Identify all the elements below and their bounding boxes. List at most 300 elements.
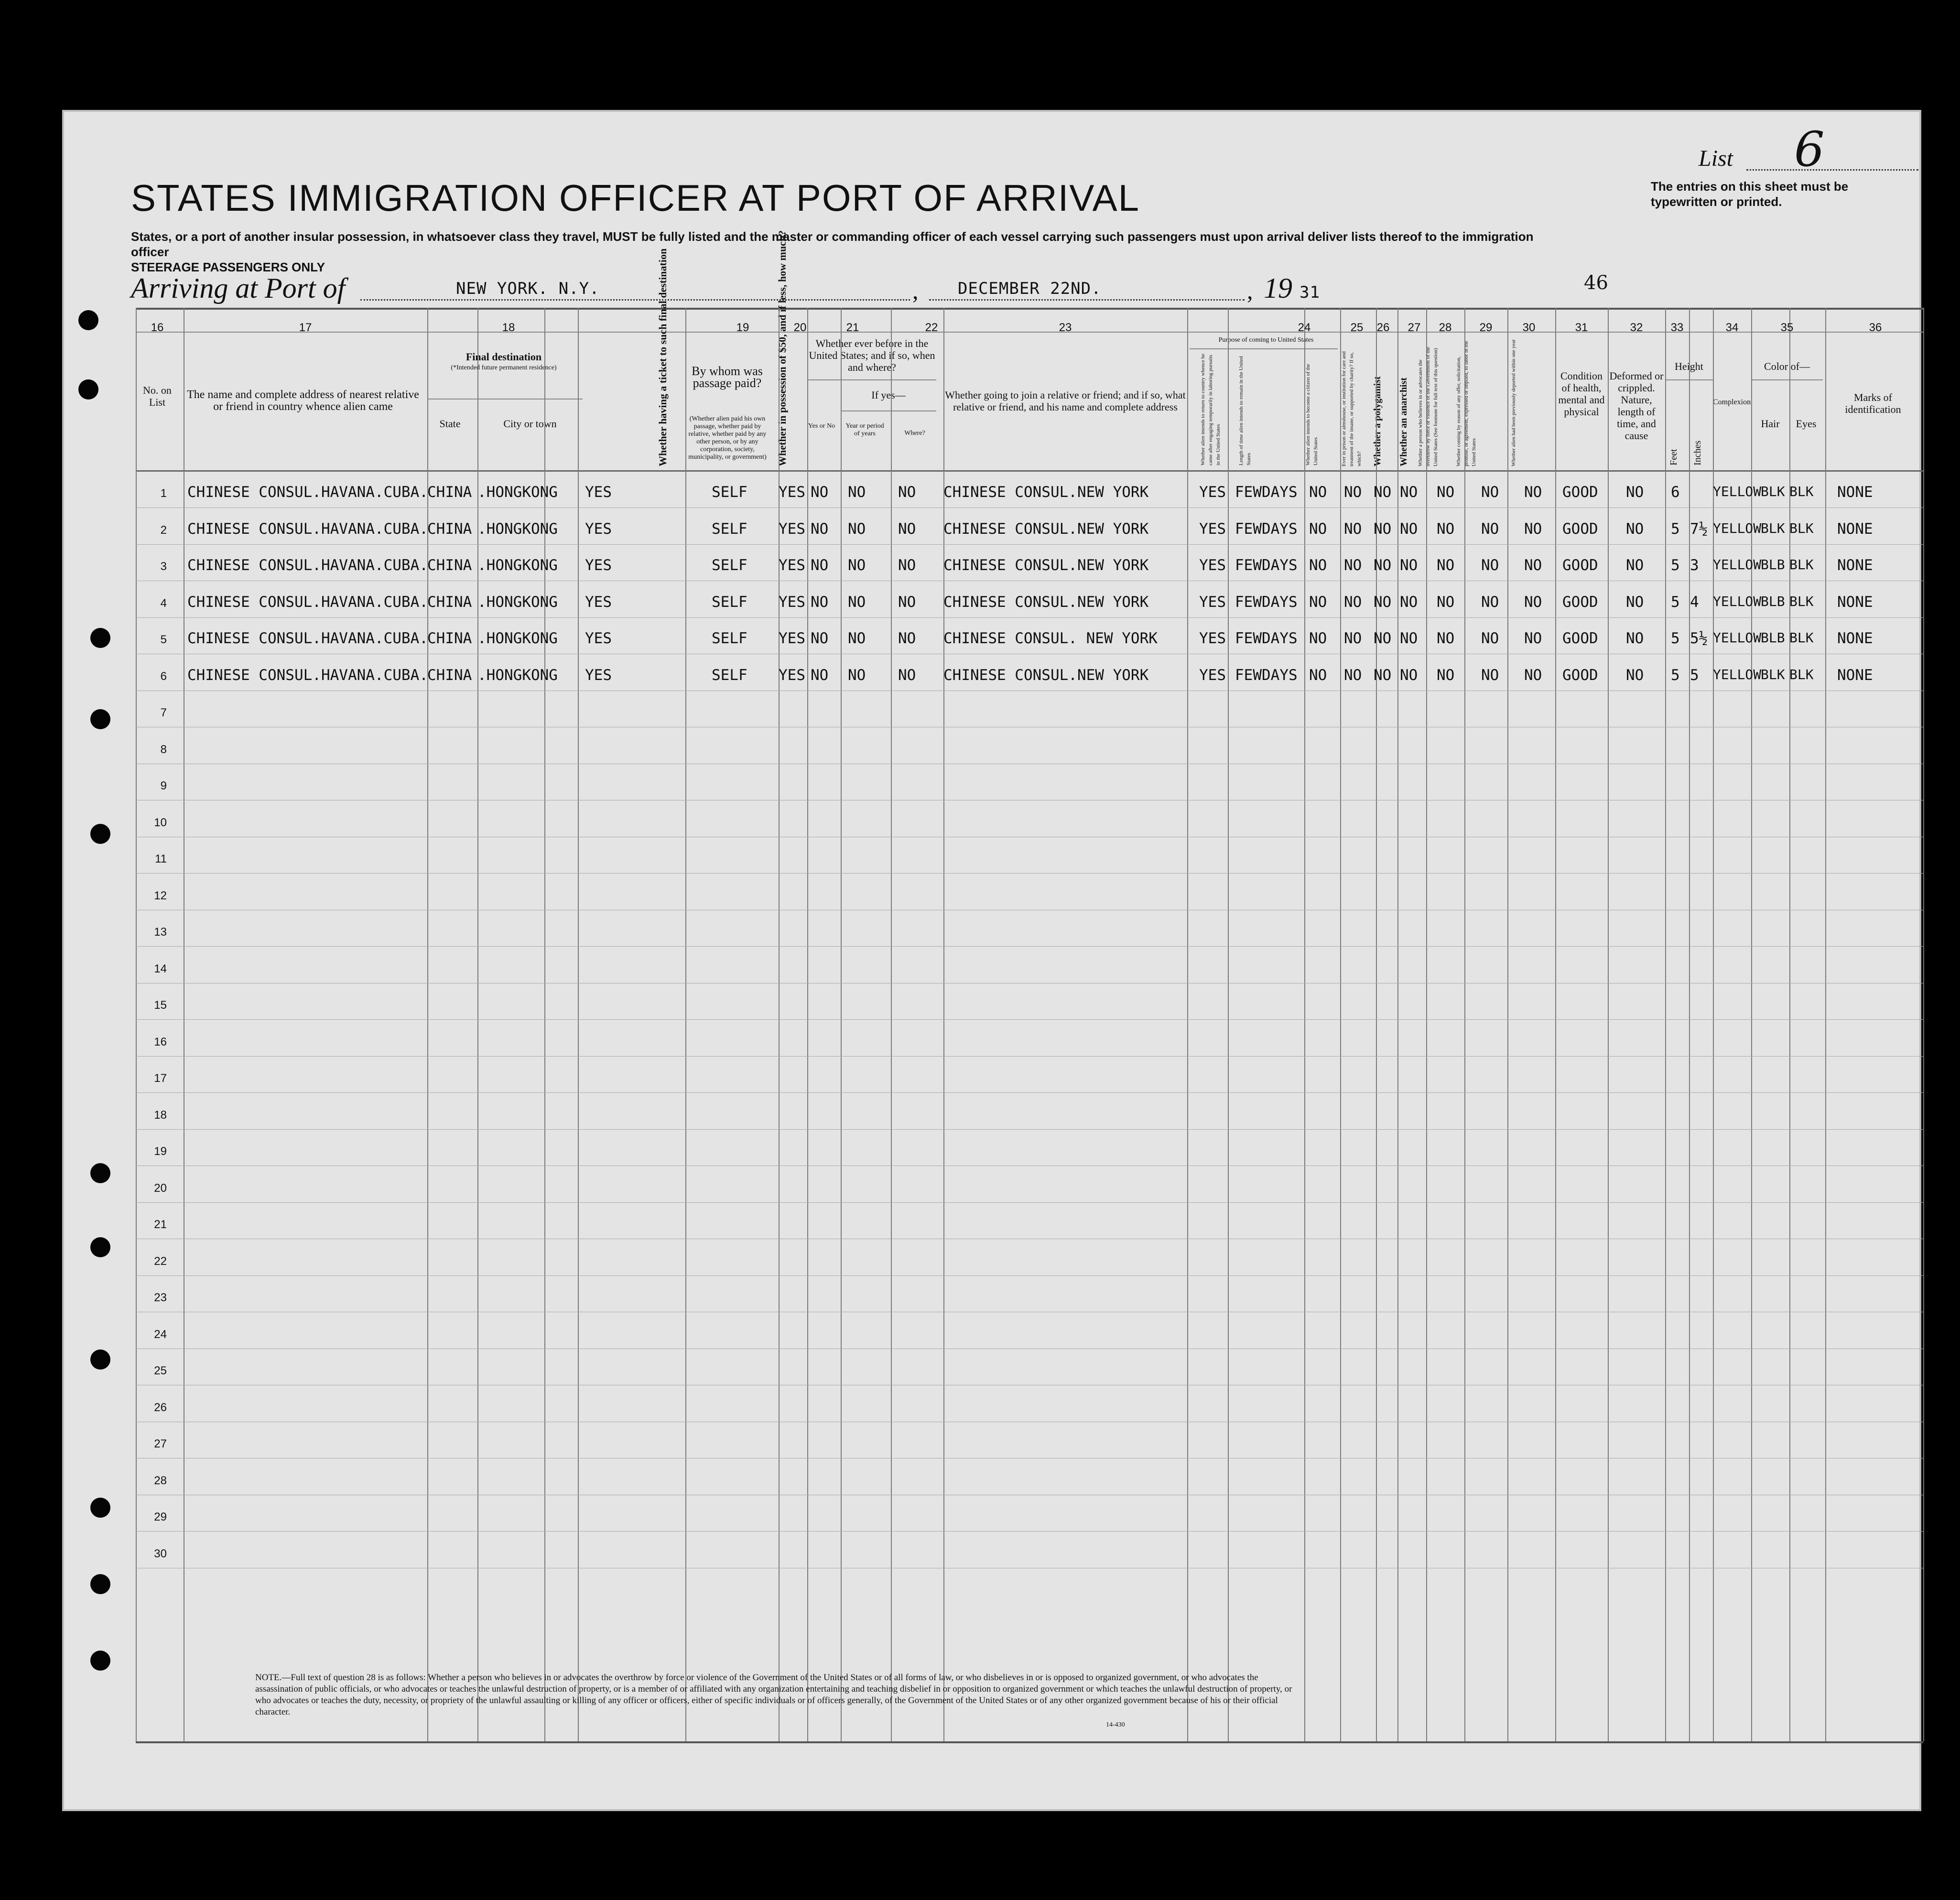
column-number: 36 — [1869, 321, 1882, 334]
column-rule — [1507, 308, 1508, 1741]
cell-marks: NONE — [1837, 557, 1873, 574]
cell-state: CHINA — [427, 520, 472, 538]
row-number: 8 — [160, 743, 167, 756]
cell-deported: NO — [1524, 520, 1542, 538]
row-rule — [136, 1202, 1923, 1203]
cell-city: .HONGKONG — [477, 630, 558, 647]
column-number: 25 — [1350, 321, 1364, 334]
cell-relative: CHINESE CONSUL.HAVANA.CUBA. — [187, 593, 428, 611]
cell-where: NO — [898, 630, 916, 647]
header-city: City or town — [503, 418, 557, 430]
cell-hair: BLB — [1761, 557, 1785, 572]
cell-hair: BLK — [1761, 484, 1785, 499]
punch-hole — [90, 1237, 110, 1257]
cell-period: NO — [848, 666, 866, 684]
cell-where: NO — [898, 557, 916, 574]
column-rule — [578, 308, 579, 1741]
subheader-rule — [1751, 379, 1823, 380]
steerage-label: STEERAGE PASSENGERS ONLY — [131, 260, 325, 274]
cell-state: CHINA — [427, 593, 472, 611]
column-rule — [1555, 308, 1556, 1741]
cell-feet: 6 — [1671, 484, 1680, 501]
row-rule — [136, 1129, 1923, 1130]
row-number: 17 — [154, 1072, 167, 1085]
header-if-yes: If yes— — [871, 389, 906, 401]
column-rule — [1665, 308, 1666, 1741]
row-number: 10 — [154, 816, 167, 829]
cell-before: NO — [811, 557, 829, 574]
header-state: State — [439, 418, 461, 430]
cell-inches: 7½ — [1690, 520, 1708, 538]
cell-before: NO — [811, 484, 829, 501]
column-number: 22 — [925, 321, 938, 334]
cell-purpose-c: NO — [1309, 593, 1327, 611]
cell-marks: NONE — [1837, 520, 1873, 538]
cell-marks: NONE — [1837, 666, 1873, 684]
cell-deported: NO — [1524, 484, 1542, 501]
cell-health: GOOD — [1562, 593, 1598, 611]
cell-passage: SELF — [712, 593, 747, 611]
cell-passage: SELF — [712, 666, 747, 684]
cell-health: GOOD — [1562, 630, 1598, 647]
row-number: 6 — [160, 669, 167, 683]
cell-prison: NO — [1344, 557, 1362, 574]
column-rule — [1187, 308, 1188, 1741]
row-number: 16 — [154, 1035, 167, 1048]
cell-purpose-c: NO — [1309, 557, 1327, 574]
column-number: 29 — [1479, 321, 1493, 334]
cell-feet: 5 — [1671, 520, 1680, 538]
cell-where: NO — [898, 593, 916, 611]
cell-inches: 4 — [1690, 593, 1699, 611]
cell-passage: SELF — [712, 630, 747, 647]
cell-prison: NO — [1344, 484, 1362, 501]
cell-marks: NONE — [1837, 630, 1873, 647]
row-number: 15 — [154, 999, 167, 1012]
cell-polygamist: NO — [1374, 593, 1392, 611]
cell-offer: NO — [1481, 630, 1499, 647]
cell-overthrow: NO — [1437, 484, 1455, 501]
column-number: 31 — [1575, 321, 1588, 334]
header-passage: By whom was passage paid? — [692, 364, 763, 390]
cell-purpose-c: NO — [1309, 666, 1327, 684]
row-rule — [136, 1531, 1923, 1532]
typewritten-instructions: The entries on this sheet must be typewritten or printed. — [1651, 179, 1849, 209]
header-yes-no: Yes or No — [808, 422, 835, 430]
header-subtext-line: States, or a port of another insular possession, in whatsoever class they travel, MUST be fully listed and the master or commanding officer of each vessel carrying such passengers must upon arrival deliver lists thereof to the immigration officer — [131, 229, 1534, 259]
cell-offer: NO — [1481, 520, 1499, 538]
header-health: Condition of health, mental and physical — [1558, 370, 1605, 418]
row-number: 5 — [160, 633, 167, 646]
row-number: 18 — [154, 1108, 167, 1122]
cell-fifty: YES — [779, 666, 805, 684]
cell-complexion: YELLOW — [1713, 630, 1762, 646]
header-complexion: Complexion — [1713, 398, 1751, 406]
column-number: 26 — [1376, 321, 1390, 334]
comma: , — [912, 277, 919, 304]
cell-state: CHINA — [427, 630, 472, 647]
row-rule — [136, 544, 1923, 545]
header-purpose: Purpose of coming to United States — [1218, 336, 1314, 344]
cell-polygamist: NO — [1374, 484, 1392, 501]
row-rule — [136, 507, 1923, 508]
punch-hole — [90, 1651, 110, 1671]
cell-hair: BLK — [1761, 666, 1785, 682]
cell-hair: BLB — [1761, 630, 1785, 646]
row-number: 11 — [155, 853, 167, 865]
row-number: 4 — [160, 596, 167, 610]
punch-hole — [78, 310, 98, 330]
cell-relative: CHINESE CONSUL.HAVANA.CUBA. — [187, 666, 428, 684]
cell-where: NO — [898, 484, 916, 501]
cell-where: NO — [898, 520, 916, 538]
cell-join: CHINESE CONSUL.NEW YORK — [943, 666, 1149, 684]
cell-eyes: BLK — [1789, 520, 1814, 536]
column-rule — [1228, 308, 1229, 1741]
cell-state: CHINA — [427, 557, 472, 574]
header-offer: Whether coming by reason of any offer, solicitation, promise, or agreement, expressed or implied, to labor in the United States — [1456, 341, 1477, 466]
column-rule — [1340, 308, 1341, 1741]
header-feet: Feet — [1668, 449, 1679, 465]
cell-relative: CHINESE CONSUL.HAVANA.CUBA. — [187, 557, 428, 574]
cell-where: NO — [898, 666, 916, 684]
cell-complexion: YELLOW — [1713, 593, 1762, 609]
cell-deformed: NO — [1626, 593, 1644, 611]
column-number: 20 — [793, 321, 807, 334]
header-deported: Whether alien had been previously deported within one year — [1511, 339, 1516, 466]
row-rule — [136, 1056, 1923, 1057]
row-number: 28 — [154, 1474, 167, 1487]
cell-health: GOOD — [1562, 557, 1598, 574]
cell-state: CHINA — [427, 484, 472, 501]
punch-hole — [90, 1574, 110, 1594]
header-purpose-a: Whether alien intends to return to country whence he came after engaging temporarily in laboring pursuits in the United States — [1200, 354, 1221, 465]
cell-polygamist: NO — [1374, 630, 1392, 647]
column-rule — [685, 308, 686, 1741]
cell-deformed: NO — [1626, 557, 1644, 574]
cell-marks: NONE — [1837, 484, 1873, 501]
cell-fifty: YES — [779, 520, 805, 538]
cell-state: CHINA — [427, 666, 472, 684]
cell-anarchist: NO — [1400, 630, 1418, 647]
header-height: Height — [1675, 360, 1703, 372]
header-deformed: Deformed or crippled. Nature, length of time, and cause — [1609, 370, 1664, 442]
cell-eyes: BLK — [1789, 593, 1814, 609]
row-number: 30 — [154, 1547, 167, 1560]
cell-inches: 3 — [1690, 557, 1699, 574]
date-value: DECEMBER 22ND. — [958, 279, 1102, 298]
cell-complexion: YELLOW — [1713, 520, 1762, 536]
cell-relative: CHINESE CONSUL.HAVANA.CUBA. — [187, 484, 428, 501]
subheader-rule — [841, 410, 936, 411]
header-relative: The name and complete address of nearest relative or friend in country whence alien came — [187, 389, 419, 413]
cell-purpose-c: NO — [1309, 630, 1327, 647]
header-ticket: Whether having a ticket to such final destination — [657, 248, 669, 466]
cell-anarchist: NO — [1400, 484, 1418, 501]
cell-hair: BLB — [1761, 593, 1785, 609]
header-eyes: Eyes — [1796, 418, 1817, 430]
cell-health: GOOD — [1562, 520, 1598, 538]
port-line — [360, 299, 910, 301]
header-color-of: Color of— — [1764, 360, 1810, 372]
cell-eyes: BLK — [1789, 484, 1814, 499]
cell-city: .HONGKONG — [477, 484, 558, 501]
table-top-rule — [136, 308, 1923, 310]
cell-offer: NO — [1481, 666, 1499, 684]
cell-prison: NO — [1344, 520, 1362, 538]
cell-passage: SELF — [712, 484, 747, 501]
column-number: 35 — [1780, 321, 1794, 334]
column-rule — [1397, 308, 1398, 1741]
column-number: 32 — [1630, 321, 1643, 334]
row-number: 22 — [154, 1254, 167, 1268]
row-number: 20 — [154, 1181, 167, 1195]
cell-join: CHINESE CONSUL.NEW YORK — [943, 557, 1149, 574]
row-rule — [136, 873, 1923, 874]
cell-fifty: YES — [779, 484, 805, 501]
cell-fifty: YES — [779, 630, 805, 647]
header-bottom-rule — [136, 470, 1923, 472]
manifest-sheet — [62, 110, 1921, 1811]
header-ever-before: Whether ever before in the United States; and if so, when and where? — [809, 337, 935, 373]
row-rule — [136, 1019, 1923, 1020]
row-number: 14 — [154, 962, 167, 975]
cell-eyes: BLK — [1789, 666, 1814, 682]
cell-overthrow: NO — [1437, 557, 1455, 574]
cell-health: GOOD — [1562, 484, 1598, 501]
table-bottom-rule — [136, 1741, 1923, 1743]
row-number: 26 — [154, 1401, 167, 1414]
cell-complexion: YELLOW — [1713, 557, 1762, 572]
header-possession: Whether in possession of $50, and if less, how much? — [776, 230, 788, 466]
column-number: 19 — [736, 321, 749, 334]
cell-purpose-b: FEWDAYS — [1235, 520, 1298, 538]
column-rule — [891, 308, 892, 1741]
cell-ticket: YES — [585, 484, 612, 501]
column-number: 17 — [299, 321, 312, 334]
row-number: 3 — [160, 560, 167, 573]
cell-ticket: YES — [585, 593, 612, 611]
cell-overthrow: NO — [1437, 666, 1455, 684]
cell-ticket: YES — [585, 520, 612, 538]
header-join-relative: Whether going to join a relative or friend; and if so, what relative or friend, and his name and complete address — [945, 389, 1186, 413]
cell-relative: CHINESE CONSUL.HAVANA.CUBA. — [187, 520, 428, 538]
row-number: 21 — [154, 1218, 167, 1231]
cell-ticket: YES — [585, 666, 612, 684]
cell-deported: NO — [1524, 630, 1542, 647]
cell-relative: CHINESE CONSUL.HAVANA.CUBA. — [187, 630, 428, 647]
cell-purpose-a: YES — [1199, 484, 1226, 501]
cell-overthrow: NO — [1437, 593, 1455, 611]
cell-feet: 5 — [1671, 593, 1680, 611]
list-underline — [1746, 169, 1918, 171]
column-rule — [1426, 308, 1427, 1741]
row-number: 13 — [154, 926, 167, 939]
column-rule — [1608, 308, 1609, 1741]
column-number: 21 — [846, 321, 859, 334]
cell-complexion: YELLOW — [1713, 484, 1762, 499]
cell-purpose-a: YES — [1199, 630, 1226, 647]
row-number: 29 — [154, 1511, 167, 1523]
cell-deported: NO — [1524, 666, 1542, 684]
column-number: 16 — [151, 321, 164, 334]
column-rule — [136, 308, 137, 1741]
cell-anarchist: NO — [1400, 666, 1418, 684]
punch-hole — [78, 379, 98, 399]
cell-join: CHINESE CONSUL.NEW YORK — [943, 484, 1149, 501]
cell-inches: 5½ — [1690, 630, 1708, 647]
header-final-destination: Final destination — [466, 351, 542, 363]
column-number: 34 — [1725, 321, 1739, 334]
subheader-rule — [1190, 348, 1338, 349]
cell-fifty: YES — [779, 593, 805, 611]
cell-deformed: NO — [1626, 630, 1644, 647]
header-final-destination-note: (*Intended future permanent residence) — [451, 364, 557, 371]
page-title: STATES IMMIGRATION OFFICER AT PORT OF ARRIVAL — [131, 177, 1140, 219]
cell-join: CHINESE CONSUL.NEW YORK — [943, 593, 1149, 611]
row-number: 9 — [160, 779, 167, 792]
cell-purpose-b: FEWDAYS — [1235, 630, 1298, 647]
cell-city: .HONGKONG — [477, 593, 558, 611]
column-rule — [841, 308, 842, 1741]
punch-hole — [90, 1349, 110, 1370]
header-subtext — [131, 229, 1565, 275]
cell-prison: NO — [1344, 666, 1362, 684]
row-rule — [136, 1092, 1923, 1093]
date-line — [929, 299, 1245, 301]
cell-prison: NO — [1344, 593, 1362, 611]
cell-ticket: YES — [585, 630, 612, 647]
row-number: 2 — [160, 523, 167, 537]
cell-city: .HONGKONG — [477, 666, 558, 684]
punch-hole — [90, 628, 110, 648]
cell-deported: NO — [1524, 593, 1542, 611]
cell-eyes: BLK — [1789, 557, 1814, 572]
column-number: 18 — [502, 321, 515, 334]
cell-marks: NONE — [1837, 593, 1873, 611]
list-number: 6 — [1794, 121, 1825, 177]
cell-purpose-b: FEWDAYS — [1235, 593, 1298, 611]
header-no-on-list: No. on List — [143, 384, 172, 408]
row-number: 25 — [154, 1364, 167, 1377]
header-prison: Ever in prison or almshouse, or institution for care and treatment of the insane, or supported by charity? If so, which? — [1341, 351, 1362, 466]
row-number: 1 — [160, 487, 167, 500]
punch-hole — [90, 824, 110, 844]
footnote: NOTE.—Full text of question 28 is as follows: Whether a person who believes in or advocates the overthrow by force or violence of the Government of the United States or of all forms of law, or who disbelieves in or is opposed to organized government, or who advocates the assassination of public officials, or who advocates or teaches the unlawful destruction of property, or is a member of or affiliated with any organization entertaining and teaching disbelief in or opposition to organized government or which teaches the unlawful destruction of property, or who advocates or teaches the duty, necessity, or propriety of the unlawful assaulting or killing of any officer or officers, either of specific individuals or of officers generally, of the Government of the United States or of any other organized government because of his or their official character. — [255, 1673, 1292, 1717]
header-marks: Marks of identification — [1845, 391, 1901, 415]
cell-purpose-a: YES — [1199, 666, 1226, 684]
row-number: 12 — [154, 889, 167, 902]
row-number: 19 — [154, 1145, 167, 1158]
cell-polygamist: NO — [1374, 520, 1392, 538]
year-prefix: 19 — [1264, 272, 1292, 304]
port-value: NEW YORK. N.Y. — [456, 279, 600, 298]
cell-prison: NO — [1344, 630, 1362, 647]
cell-feet: 5 — [1671, 630, 1680, 647]
column-rule — [1304, 308, 1305, 1741]
page-number: 46 — [1584, 272, 1608, 294]
punch-hole — [90, 1163, 110, 1183]
cell-deformed: NO — [1626, 520, 1644, 538]
cell-city: .HONGKONG — [477, 520, 558, 538]
cell-overthrow: NO — [1437, 520, 1455, 538]
punch-hole — [90, 709, 110, 729]
header-purpose-c: Whether alien intends to become a citizen of the United States — [1305, 364, 1319, 465]
row-rule — [136, 1275, 1923, 1276]
cell-feet: 5 — [1671, 666, 1680, 684]
cell-feet: 5 — [1671, 557, 1680, 574]
cell-anarchist: NO — [1400, 557, 1418, 574]
cell-purpose-b: FEWDAYS — [1235, 666, 1298, 684]
cell-offer: NO — [1481, 484, 1499, 501]
column-number: 33 — [1670, 321, 1684, 334]
cell-period: NO — [848, 630, 866, 647]
year-suffix: 31 — [1299, 283, 1320, 302]
cell-purpose-a: YES — [1199, 593, 1226, 611]
column-rule — [1825, 308, 1826, 1741]
header-year-period: Year or period of years — [845, 422, 884, 437]
cell-health: GOOD — [1562, 666, 1598, 684]
cell-join: CHINESE CONSUL.NEW YORK — [943, 520, 1149, 538]
row-number: 23 — [154, 1291, 167, 1304]
cell-deported: NO — [1524, 557, 1542, 574]
cell-purpose-b: FEWDAYS — [1235, 557, 1298, 574]
cell-deformed: NO — [1626, 484, 1644, 501]
cell-eyes: BLK — [1789, 630, 1814, 646]
column-number: 27 — [1408, 321, 1421, 334]
header-passage-note: (Whether alien paid his own passage, whether paid by relative, whether paid by any other person, or by any corporation, society, municipality, or government) — [688, 415, 767, 461]
header-where: Where? — [904, 430, 925, 437]
cell-fifty: YES — [779, 557, 805, 574]
header-inches: Inches — [1692, 440, 1703, 465]
cell-purpose-a: YES — [1199, 520, 1226, 538]
cell-inches: 5 — [1690, 666, 1699, 684]
header-polygamist: Whether a polygamist — [1372, 376, 1383, 466]
cell-purpose-b: FEWDAYS — [1235, 484, 1298, 501]
column-number: 24 — [1298, 321, 1311, 334]
cell-before: NO — [811, 520, 829, 538]
cell-offer: NO — [1481, 593, 1499, 611]
column-rule — [1464, 308, 1465, 1741]
row-rule — [136, 946, 1923, 947]
header-hair: Hair — [1761, 418, 1780, 430]
cell-city: .HONGKONG — [477, 557, 558, 574]
cell-passage: SELF — [712, 557, 747, 574]
cell-complexion: YELLOW — [1713, 666, 1762, 682]
header-overthrow: Whether a person who believes in or advocates the overthrow by force or violence of the Government of the United States (See footnote for full text of this question) — [1418, 346, 1439, 466]
cell-before: NO — [811, 630, 829, 647]
column-number: 23 — [1059, 321, 1072, 334]
form-number: 14-430 — [1106, 1721, 1125, 1728]
cell-ticket: YES — [585, 557, 612, 574]
cell-hair: BLK — [1761, 520, 1785, 536]
subheader-rule — [807, 379, 936, 380]
column-number: 28 — [1439, 321, 1452, 334]
header-purpose-b: Length of time alien intends to remain in the United States — [1238, 356, 1252, 465]
cell-polygamist: NO — [1374, 666, 1392, 684]
cell-passage: SELF — [712, 520, 747, 538]
column-number: 30 — [1522, 321, 1536, 334]
row-number: 24 — [154, 1328, 167, 1341]
cell-purpose-c: NO — [1309, 520, 1327, 538]
cell-period: NO — [848, 557, 866, 574]
cell-period: NO — [848, 520, 866, 538]
list-label: List — [1699, 146, 1733, 171]
arriving-label: Arriving at Port of — [131, 272, 346, 304]
comma-2: , — [1247, 277, 1253, 304]
header-anarchist: Whether an anarchist — [1398, 378, 1409, 466]
cell-anarchist: NO — [1400, 520, 1418, 538]
